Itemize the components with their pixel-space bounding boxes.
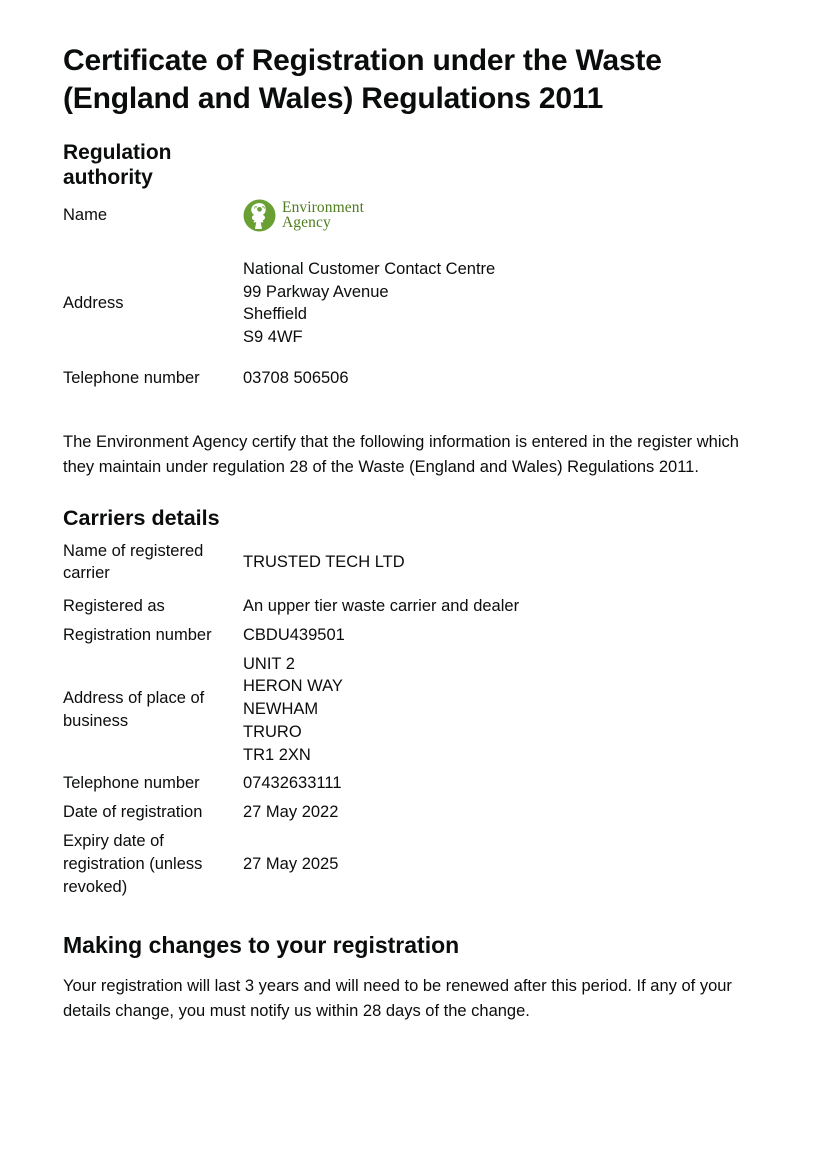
registered-as-label: Registered as [63,597,165,616]
date-of-registration-value: 27 May 2022 [243,803,339,822]
authority-name-value [243,199,746,232]
expiry-date-row [63,830,746,898]
registered-as-value: An upper tier waste carrier and dealer [243,597,520,616]
making-changes-paragraph: Your registration will last 3 years and will need to be renewed after this period. If any of your details change, you must notify us within 28 days of the change. [63,976,732,1020]
address-line: S9 4WF [243,328,303,347]
address-line: Sheffield [243,305,307,324]
address-line: 99 Parkway Avenue [243,282,389,301]
registration-number-label: Registration number [63,625,212,644]
address-line: HERON WAY [243,677,343,696]
carrier-telephone-value: 07432633111 [243,774,342,793]
authority-name-row [63,199,746,232]
carriers-details-heading: Carriers details [63,505,220,530]
environment-agency-mark-icon [243,199,276,232]
business-address-row [63,653,746,767]
authority-address-row [63,258,746,349]
date-of-registration-row [63,801,746,824]
authority-telephone-row [63,367,746,390]
address-line: TRURO [243,722,302,741]
expiry-date-label: Expiry date of registration (unless revoked) [63,832,203,896]
address-line: NEWHAM [243,700,319,719]
date-of-registration-label: Date of registration [63,803,203,822]
carrier-name-value: TRUSTED TECH LTD [243,552,405,571]
environment-agency-wordmark [282,200,364,232]
expiry-date-value: 27 May 2025 [243,854,339,873]
authority-address-value [243,258,746,349]
wordmark-line-2: Agency [282,214,331,232]
registration-number-value: CBDU439501 [243,625,345,644]
regulation-authority-section [63,140,746,390]
environment-agency-logo [243,199,746,232]
regulation-authority-heading: Regulation authority [63,140,172,190]
carrier-telephone-label: Telephone number [63,774,200,793]
carriers-details-section [63,506,746,899]
page-title: Certificate of Registration under the Waste (England and Wales) Regulations 2011 [63,44,662,115]
address-line: UNIT 2 [243,654,295,673]
making-changes-heading: Making changes to your registration [63,932,460,959]
registered-as-row [63,595,746,618]
carrier-name-row [63,540,746,586]
authority-telephone-label: Telephone number [63,368,200,387]
business-address-value [243,653,746,767]
address-line: National Customer Contact Centre [243,259,496,278]
authority-name-label: Name [63,205,108,224]
authority-telephone-value: 03708 506506 [243,368,349,387]
business-address-label: Address of place of business [63,688,205,730]
carrier-telephone-row [63,772,746,795]
registration-number-row [63,624,746,647]
making-changes-section [63,932,746,1024]
intro-paragraph: The Environment Agency certify that the following information is entered in the register which they maintain under regulation 28 of the Waste (England and Wales) Regulations 2011. [63,432,739,476]
wordmark-line-1: Environment [282,198,365,216]
carrier-name-label: Name of registered carrier [63,541,204,583]
authority-address-label: Address [63,293,124,312]
address-line: TR1 2XN [243,745,311,764]
